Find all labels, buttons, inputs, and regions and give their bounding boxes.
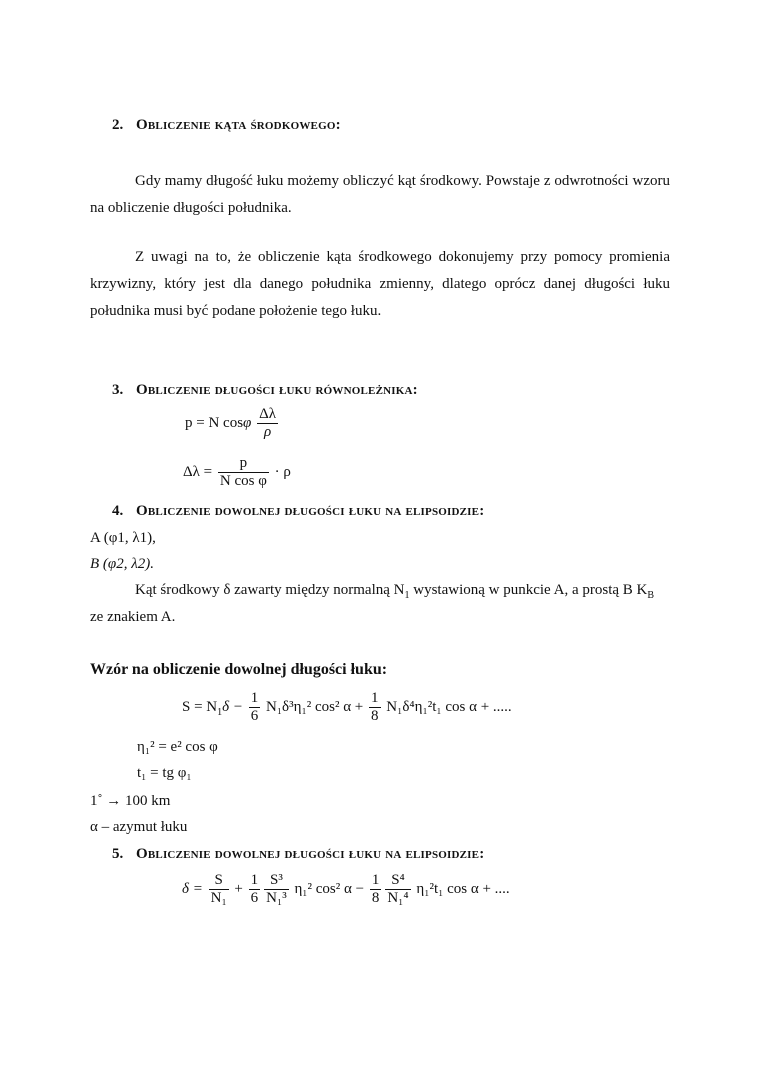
fraction [264, 872, 289, 907]
description-text: wystawioną w punkcie A, a prostą B K [409, 582, 648, 598]
fraction [249, 690, 261, 725]
alpha-note: α – azymut łuku [90, 819, 188, 835]
numerator: Δλ [259, 406, 277, 422]
point-b: B (φ2, λ2). [90, 556, 154, 572]
fraction [369, 690, 381, 725]
formula-part: + [234, 880, 243, 897]
denominator: N cos φ [219, 473, 267, 489]
numerator: 1 [250, 872, 259, 888]
section-number: 4. [112, 503, 124, 519]
subscript: B [647, 590, 655, 601]
denominator: N₁ [210, 890, 227, 906]
denominator: 8 [371, 708, 379, 724]
eta-definition: η₁² = e² cos φ [137, 739, 218, 755]
numerator: S⁴ [391, 872, 405, 888]
t-definition: t₁ = tg φ₁ [137, 765, 192, 781]
section-number: 5. [112, 846, 124, 862]
section-2-paragraph-2: Z uwagi na to, że obliczenie kąta środkowego dokonujemy przy pomocy promienia krzywizny, który jest dla danego południka zmienny, dlatego oprócz danej długości łuku południka musi być podane położenie tego łuku. [90, 249, 670, 319]
section-4-heading [112, 503, 484, 520]
fraction [370, 872, 382, 907]
formula-part: η₁² cos² α − [294, 880, 365, 897]
central-angle-description [135, 582, 654, 599]
degree-note: 1˚ → 100 km [90, 793, 171, 809]
formula-part: δ = [182, 880, 203, 897]
formula-part: S = N [182, 698, 218, 715]
section-title: Obliczenie długości łuku równoleżnika: [136, 382, 418, 398]
numerator: 1 [371, 872, 380, 888]
formula-p [185, 406, 280, 441]
fraction [209, 872, 229, 907]
delta-formula [182, 872, 510, 907]
section-2-heading [112, 117, 341, 134]
denominator: ρ [257, 423, 278, 441]
subscript: 1 [404, 590, 410, 601]
point-a: A (φ1, λ1), [90, 530, 156, 546]
formula-part: N₁δ³η₁² cos² α + [266, 698, 364, 715]
denominator: N₁³ [266, 890, 287, 906]
formula-heading: Wzór na obliczenie dowolnej długości łuku: [90, 661, 388, 678]
numerator: 1 [371, 690, 379, 706]
main-arc-formula [182, 690, 512, 725]
fraction [218, 455, 269, 490]
section-title: Obliczenie dowolnej długości łuku na elipsoidzie: [136, 503, 485, 519]
subscript: 1 [217, 706, 223, 718]
formula-delta-lambda [183, 455, 291, 490]
formula-rhs: · ρ [274, 463, 291, 480]
section-2-paragraph-1: Gdy mamy długość łuku możemy obliczyć kąt środkowy. Powstaje z odwrotności wzoru na obliczenie długości południka. [90, 173, 670, 216]
numerator: S³ [270, 872, 283, 888]
phi-symbol: φ [243, 414, 252, 431]
formula-part: N₁δ⁴η₁²t₁ cos α + ..... [386, 698, 512, 715]
numerator: 1 [250, 690, 259, 706]
numerator: S [214, 872, 223, 888]
section-number: 2. [112, 117, 124, 133]
section-5-heading [112, 846, 484, 863]
denominator: 6 [250, 890, 259, 906]
formula-part: δ − [222, 698, 243, 715]
formula-lhs: p = N cos [185, 414, 244, 431]
formula-part: η₁²t₁ cos α + .... [416, 880, 510, 897]
denominator: 8 [371, 890, 380, 906]
section-title: Obliczenie dowolnej długości łuku na elipsoidzie: [136, 846, 485, 862]
section-title: Obliczenie kąta środkowego: [136, 117, 341, 133]
denominator: N₁⁴ [387, 890, 409, 906]
fraction [385, 872, 410, 907]
description-continuation: ze znakiem A. [90, 609, 176, 625]
section-number: 3. [112, 382, 124, 398]
denominator: 6 [250, 708, 259, 724]
fraction [257, 406, 278, 441]
description-text: Kąt środkowy δ zawarty między normalną N [135, 582, 405, 598]
section-3-heading [112, 382, 418, 399]
numerator: p [239, 455, 248, 471]
formula-lhs: Δλ = [183, 463, 213, 480]
fraction [249, 872, 261, 907]
